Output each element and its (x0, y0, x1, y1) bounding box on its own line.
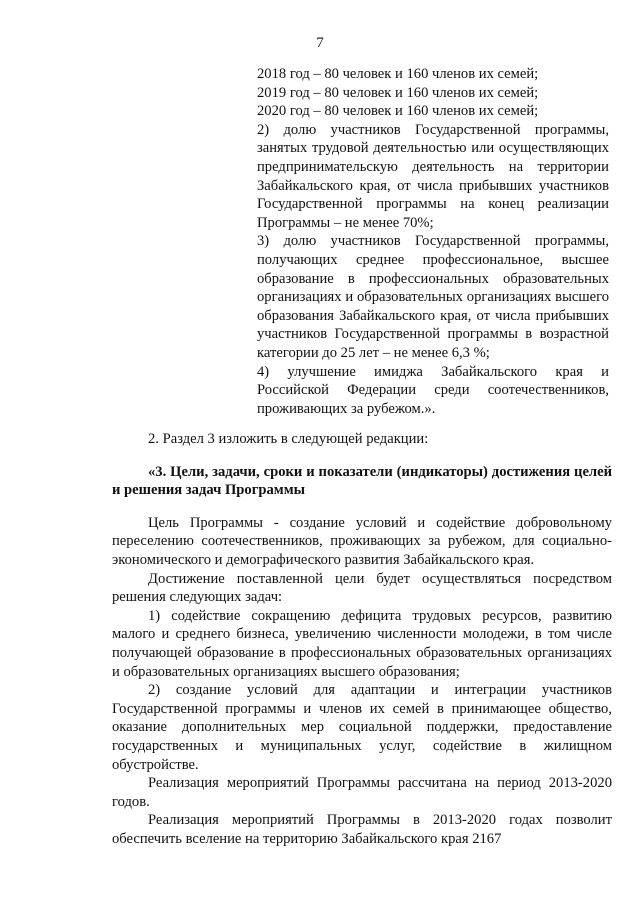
section2-instruction: 2. Раздел 3 изложить в следующей редакции: (148, 431, 429, 447)
indicator-year-2020: 2020 год – 80 человек и 160 членов их семей; (257, 103, 539, 120)
task-1-paragraph: 1) содействие сокращению дефицита трудовых ресурсов, развитию малого и среднего бизнеса, увеличению численности молодежи, в том числе получающей образование в профессиональных образовательных организациях и образовательных организациях высшего образования; (112, 607, 612, 680)
outcome-paragraph: Реализация мероприятий Программы в 2013-2020 годах позволит обеспечить вселение на территорию Забайкальского края 2167 (112, 812, 612, 847)
indicator-item-4: 4) улучшение имиджа Забайкальского края и Российской Федерации среди соотечественников, проживающих за рубежом.». (257, 363, 609, 417)
page-number: 7 (316, 35, 324, 51)
main-text (112, 430, 612, 848)
period-paragraph: Реализация мероприятий Программы рассчитана на период 2013-2020 годов. (112, 775, 612, 810)
indicator-item-3: 3) долю участников Государственной программы, получающих среднее профессиональное, высшее образование в профессиональных образовательных организациях и образовательных организациях высшего образования Забайкальского края, от числа прибывших участников Государственной программы в возрастной категории до 25 лет – не менее 6,3 %; (257, 233, 609, 361)
task-2-paragraph: 2) создание условий для адаптации и интеграции участников Государственной программы и членов их семей в принимающее общество, оказание дополнительных мер социальной поддержки, предоставление государственных и муниципальных услуг, содействие в жилищном обустройстве. (112, 682, 612, 773)
goal-paragraph: Цель Программы - создание условий и содействие добровольному переселению соотечественников, проживающих за рубежом, для социально-экономического и демографического развития Забайкальского края. (112, 514, 612, 568)
indicators-block (257, 65, 609, 418)
indicator-year-2018: 2018 год – 80 человек и 160 членов их семей; (257, 66, 539, 82)
indicator-year-2019: 2019 год – 80 человек и 160 членов их семей; (257, 84, 539, 101)
tasks-intro-paragraph: Достижение поставленной цели будет осуществляться посредством решения следующих задач: (112, 570, 612, 606)
indicator-item-2: 2) долю участников Государственной программы, занятых трудовой деятельностью или осуществляющих предпринимательскую деятельность на территории Забайкальского края, от числа прибывших участников Государственной программы на конец реализации Программы – не менее 70%; (257, 121, 609, 231)
section3-heading: «3. Цели, задачи, сроки и показатели (индикаторы) достижения целей и решения задач Программы (112, 463, 612, 499)
